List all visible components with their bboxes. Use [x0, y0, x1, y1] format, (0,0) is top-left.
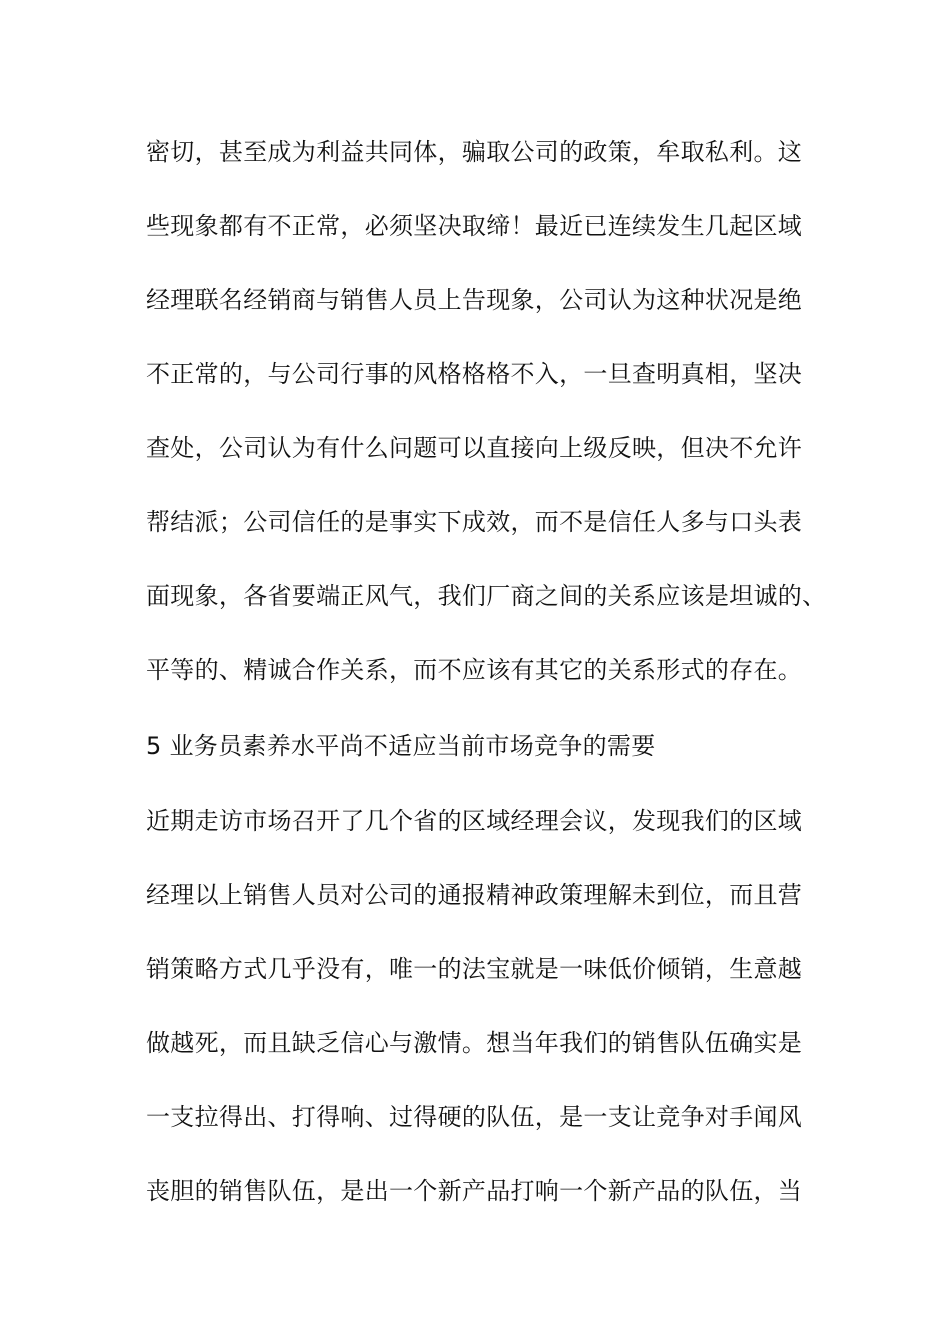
paragraph-line: 销策略方式几乎没有，唯一的法宝就是一味低价倾销，生意越: [146, 955, 803, 983]
paragraph-line: 经理以上销售人员对公司的通报精神政策理解未到位，而且营: [146, 881, 803, 909]
paragraph-line: 近期走访市场召开了几个省的区域经理会议，发现我们的区域: [146, 807, 803, 835]
paragraph-line: 帮结派；公司信任的是事实下成效，而不是信任人多与口头表: [146, 508, 803, 536]
section-heading: 5 业务员素养水平尚不适应当前市场竞争的需要: [146, 732, 656, 760]
paragraph-line: 丧胆的销售队伍，是出一个新产品打响一个新产品的队伍，当: [146, 1177, 803, 1205]
paragraph-line: 面现象，各省要端正风气，我们厂商之间的关系应该是坦诚的、: [146, 582, 827, 610]
paragraph-line: 不正常的，与公司行事的风格格格不入，一旦查明真相，坚决: [146, 360, 803, 388]
paragraph-line: 平等的、精诚合作关系，而不应该有其它的关系形式的存在。: [146, 656, 803, 684]
paragraph-line: 些现象都有不正常，必须坚决取缔！最近已连续发生几起区域: [146, 212, 803, 240]
paragraph-line: 经理联名经销商与销售人员上告现象，公司认为这种状况是绝: [146, 286, 803, 314]
paragraph-line: 密切，甚至成为利益共同体，骗取公司的政策，牟取私利。这: [146, 138, 803, 166]
paragraph-line: 做越死，而且缺乏信心与激情。想当年我们的销售队伍确实是: [146, 1029, 803, 1057]
paragraph-line: 一支拉得出、打得响、过得硬的队伍，是一支让竞争对手闻风: [146, 1103, 803, 1131]
paragraph-line: 查处，公司认为有什么问题可以直接向上级反映，但决不允许: [146, 434, 803, 462]
